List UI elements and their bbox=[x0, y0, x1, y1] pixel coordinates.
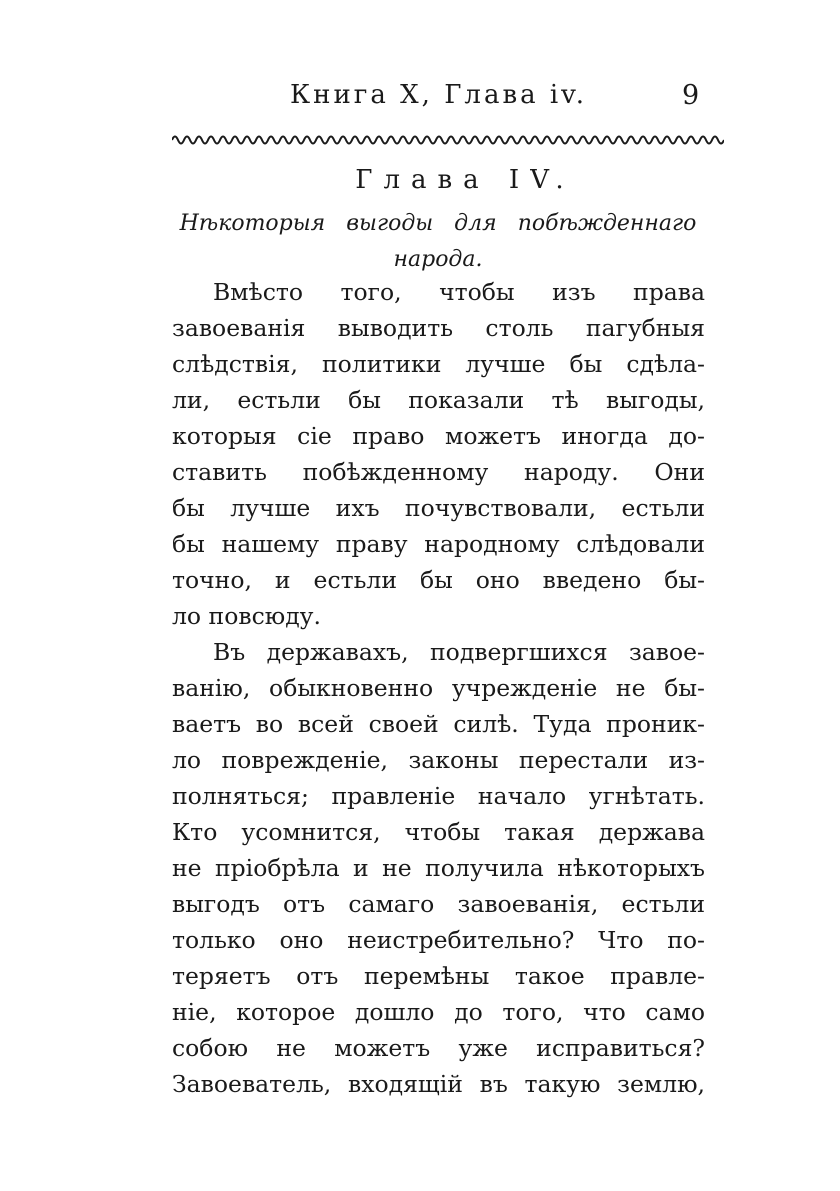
text-line: выгодъ отъ самаго завоеванія, естьли bbox=[172, 890, 705, 918]
chapter-subtitle-line-2: народа. bbox=[393, 247, 483, 272]
text-line: Кто усомнится, чтобы такая держава bbox=[172, 818, 705, 846]
ornamental-rule bbox=[172, 126, 724, 148]
page-number: 9 bbox=[682, 80, 700, 111]
text-line: Въ державахъ, подвергшихся завое- bbox=[213, 638, 705, 666]
text-line: собою не можетъ уже исправиться? bbox=[172, 1034, 705, 1062]
text-line: завоеванія выводить столь пагубныя bbox=[172, 314, 705, 342]
text-line: Завоеватель, входящій въ такую землю, bbox=[172, 1070, 705, 1098]
text-line: ло повсюду. bbox=[172, 602, 321, 630]
text-line: Вмѣсто того, чтобы изъ права bbox=[213, 278, 705, 306]
text-line: точно, и естьли бы оно введено бы- bbox=[172, 566, 705, 594]
text-line: ли, естьли бы показали тѣ выгоды, bbox=[172, 386, 705, 414]
text-line: бы нашему праву народному слѣдовали bbox=[172, 530, 705, 558]
text-line: только оно неистребительно? Что по- bbox=[172, 926, 705, 954]
chapter-heading: Глава IV. bbox=[355, 165, 575, 195]
text-line: полняться; правленіе начало угнѣтать. bbox=[172, 782, 705, 810]
text-line: которыя сіе право можетъ иногда до- bbox=[172, 422, 705, 450]
text-line: ванію, обыкновенно учрежденіе не бы- bbox=[172, 674, 705, 702]
chapter-subtitle-line-1: Нѣкоторыя выгоды для побѣжденнаго bbox=[179, 211, 697, 236]
text-line: ло поврежденіе, законы перестали из- bbox=[172, 746, 705, 774]
text-line: не пріобрѣла и не получила нѣкоторыхъ bbox=[172, 854, 705, 882]
text-line: теряетъ отъ перемѣны такое правле- bbox=[172, 962, 705, 990]
text-line: бы лучше ихъ почувствовали, естьли bbox=[172, 494, 705, 522]
running-head: Книга X, Глава iv. bbox=[290, 80, 588, 110]
text-line: ставить побѣжденному народу. Они bbox=[172, 458, 705, 486]
chapter-subtitle bbox=[168, 206, 708, 278]
text-line: ніе, которое дошло до того, что само bbox=[172, 998, 705, 1026]
text-line: ваетъ во всей своей силѣ. Туда проник- bbox=[172, 710, 705, 738]
text-line: слѣдствія, политики лучше бы сдѣла- bbox=[172, 350, 705, 378]
